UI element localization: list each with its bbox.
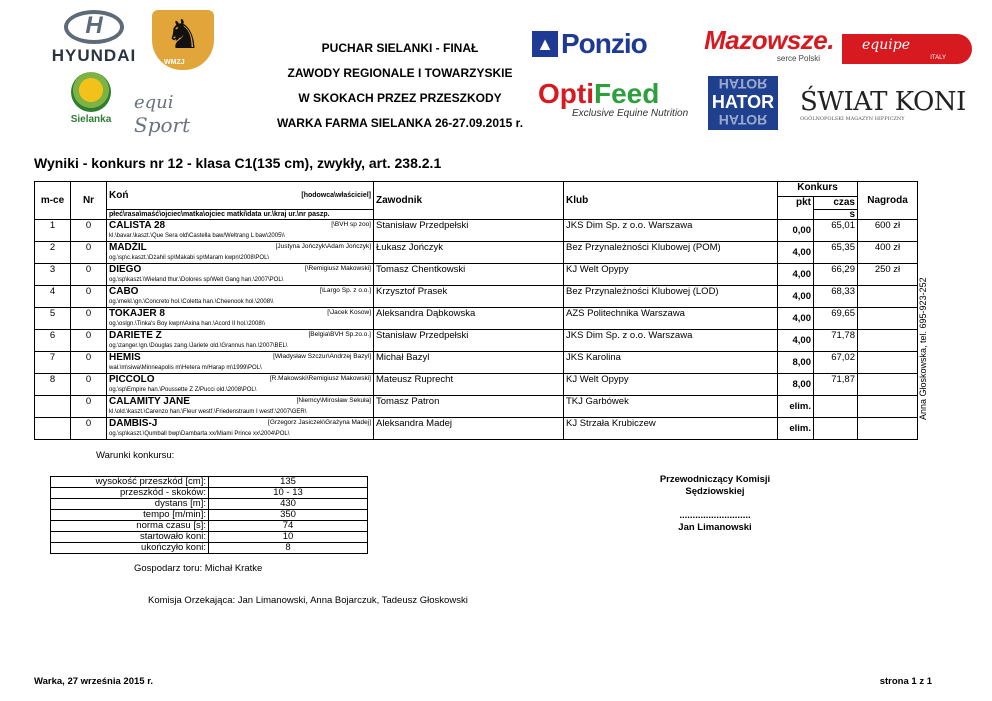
- table-row: [35, 374, 918, 396]
- table-row: [35, 308, 918, 330]
- cell-prize: [858, 418, 918, 440]
- results-heading: Wyniki - konkurs nr 12 - klasa C1(135 cm), zwykły, art. 238.2.1: [34, 155, 442, 171]
- cell-club: JKS Karolina: [564, 352, 778, 374]
- event-title-line-1: PUCHAR SIELANKI - FINAŁ: [321, 41, 479, 55]
- col-header-club: Klub: [564, 182, 778, 220]
- cell-number: 0: [71, 264, 107, 286]
- cell-rider: Stanisław Przedpełski: [374, 330, 564, 352]
- horse-owner: [Niemcy\Mirosław Sekuła]: [296, 397, 371, 404]
- table-row: [35, 352, 918, 374]
- wmzj-label: WMZJ: [164, 59, 185, 66]
- event-title-block: [250, 40, 550, 140]
- cell-place: [35, 396, 71, 418]
- conditions-table: [50, 476, 368, 554]
- cell-number: 0: [71, 418, 107, 440]
- col-header-mce: m-ce: [35, 182, 71, 220]
- condition-value: 430: [209, 499, 368, 510]
- condition-row: [51, 521, 368, 532]
- mazowsze-logo: [674, 26, 834, 66]
- cell-rider: Aleksandra Dąbkowska: [374, 308, 564, 330]
- equipe-logo: [842, 34, 972, 64]
- cell-number: 0: [71, 330, 107, 352]
- footer-date: Warka, 27 września 2015 r.: [34, 676, 154, 687]
- cell-prize: [858, 330, 918, 352]
- col-header-rider: Zawodnik: [374, 182, 564, 220]
- cell-club: KJ Welt Opypy: [564, 374, 778, 396]
- jury-chair-title-1: Przewodniczący Komisji: [659, 474, 771, 485]
- horse-name: CABO: [109, 286, 139, 297]
- page-number: strona 1 z 1: [879, 676, 932, 687]
- condition-row: [51, 510, 368, 521]
- table-row: [35, 396, 918, 418]
- cell-prize: [858, 374, 918, 396]
- table-row: [35, 264, 918, 286]
- cell-horse: [107, 242, 374, 264]
- sielanka-wordmark: Sielanka: [70, 114, 112, 125]
- cell-number: 0: [71, 396, 107, 418]
- cell-prize: [858, 308, 918, 330]
- cell-rider: Michał Bazyl: [374, 352, 564, 374]
- cell-number: 0: [71, 308, 107, 330]
- condition-value: 10: [209, 532, 368, 543]
- horse-detail: og.\sp\kaszt.\Qumball bwp\Dambarta xx/Miami Prince xx\2004\POL\: [109, 431, 290, 437]
- jury-chair-name: Jan Limanowski: [678, 522, 752, 533]
- horse-owner: [\Remigiusz Makowski]: [304, 265, 371, 272]
- cell-time: 65,35: [814, 242, 858, 264]
- condition-key: ukończyło koni:: [51, 543, 209, 554]
- cell-club: JKS Dim Sp. z o.o. Warszawa: [564, 330, 778, 352]
- cell-horse: [107, 308, 374, 330]
- cell-club: Bez Przynależności Klubowej (POM): [564, 242, 778, 264]
- cell-place: 3: [35, 264, 71, 286]
- horse-detail: kl.\old.\kaszt.\Carenzo han.\Fleur westf.\Friedenstraum I westf.\2007\GER\: [109, 409, 307, 415]
- cell-rider: Stanisław Przedpełski: [374, 220, 564, 242]
- condition-row: [51, 532, 368, 543]
- condition-value: 350: [209, 510, 368, 521]
- hyundai-emblem-icon: [64, 10, 124, 44]
- cell-prize: [858, 396, 918, 418]
- horse-owner: [\Largo Sp. z o.o.]: [319, 287, 371, 294]
- cell-place: 1: [35, 220, 71, 242]
- horse-name: DAMBIS-J: [109, 418, 158, 429]
- condition-key: wysokość przeszkód [cm]:: [51, 477, 209, 488]
- col-header-owner: [hodowca\właściciel]: [273, 182, 374, 210]
- col-header-pkt: pkt: [778, 197, 814, 220]
- col-header-horse: Koń: [107, 182, 273, 210]
- horse-owner: [Justyna Jończyk\Adam Jończyk]: [275, 243, 371, 250]
- horse-detail: og.\sp\c.kaszt.\Dżahil sp\Makabi sp\Maram kwpn\2008\POL\: [109, 255, 270, 261]
- cell-number: 0: [71, 286, 107, 308]
- cell-place: 2: [35, 242, 71, 264]
- signature-dots: ...........................: [679, 510, 751, 521]
- cell-club: AZS Politechnika Warszawa: [564, 308, 778, 330]
- mazowsze-wordmark: Mazowsze.: [704, 25, 834, 55]
- condition-key: startowało koni:: [51, 532, 209, 543]
- cell-club: KJ Welt Opypy: [564, 264, 778, 286]
- cell-time: [814, 418, 858, 440]
- cell-rider: Tomasz Chentkowski: [374, 264, 564, 286]
- condition-row: [51, 477, 368, 488]
- cell-points: 8,00: [778, 374, 814, 396]
- cell-rider: Łukasz Jończyk: [374, 242, 564, 264]
- cell-club: Bez Przynależności Klubowej (LOD): [564, 286, 778, 308]
- horse-owner: [Grzegorz Jasiczek\Grażyna Madej]: [268, 419, 371, 426]
- optifeed-tagline: Exclusive Equine Nutrition: [572, 108, 689, 119]
- cell-number: 0: [71, 352, 107, 374]
- contact-note: Anna Głoskowska, tel. 695-923-252: [918, 277, 928, 420]
- cell-time: 69,65: [814, 308, 858, 330]
- optifeed-word-1: Opti: [538, 78, 594, 109]
- cell-horse: [107, 352, 374, 374]
- cell-points: 4,00: [778, 330, 814, 352]
- cell-horse: [107, 264, 374, 286]
- equisport-word-1: equi: [134, 92, 174, 113]
- cell-time: [814, 396, 858, 418]
- horse-name: TOKAJER 8: [109, 308, 165, 319]
- cell-points: elim.: [778, 418, 814, 440]
- col-header-czas: czas: [814, 197, 858, 210]
- horse-name: DARIETE Z: [109, 330, 162, 341]
- ponzio-mark-icon: ▲: [532, 31, 558, 57]
- equipe-wordmark: equipe: [862, 37, 910, 53]
- equisport-word-2: Sport: [134, 113, 191, 137]
- cell-number: 0: [71, 220, 107, 242]
- course-designer: Gospodarz toru: Michał Kratke: [134, 563, 263, 574]
- hator-reflection-top: HATOR: [718, 76, 768, 92]
- horse-detail: og.\mekl.\gn.\Concreto hol.\Coletta han.\Cheenook hol.\2008\\: [109, 299, 274, 305]
- cell-points: 4,00: [778, 286, 814, 308]
- cell-time: 71,78: [814, 330, 858, 352]
- horse-detail: wał.\m\siwa\Minneapolis m\Hetera m/Harap m\1999\POL\: [109, 365, 262, 371]
- col-header-prize: Nagroda: [858, 182, 918, 220]
- condition-row: [51, 499, 368, 510]
- cell-club: TKJ Garbówek: [564, 396, 778, 418]
- cell-number: 0: [71, 242, 107, 264]
- cell-time: 71,87: [814, 374, 858, 396]
- event-title-line-2: ZAWODY REGIONALE I TOWARZYSKIE: [287, 66, 513, 80]
- condition-value: 8: [209, 543, 368, 554]
- condition-row: [51, 543, 368, 554]
- ponzio-wordmark: Ponzio: [561, 28, 647, 59]
- cell-points: 4,00: [778, 264, 814, 286]
- cell-horse: [107, 418, 374, 440]
- optifeed-logo: [538, 80, 694, 124]
- horse-detail: kl.\bavar.\kaszt.\Que Sera old\Castella baw/Weltrang L baw\2005\\: [109, 233, 285, 239]
- horse-owner: [Władysław Szczur\Andrzej Bazyl]: [273, 353, 371, 360]
- cell-club: KJ Strzała Krubiczew: [564, 418, 778, 440]
- horse-detail: og.\sp\kaszt.\Wieland thur.\Dolores sp/Welt Gang han.\2007\POL\: [109, 277, 284, 283]
- horse-name: MADŻIL: [109, 242, 147, 253]
- optifeed-word-2: Feed: [594, 78, 660, 109]
- col-header-konkurs: Konkurs: [778, 182, 858, 197]
- hyundai-logo: [48, 10, 140, 68]
- table-row: [35, 286, 918, 308]
- cell-prize: [858, 352, 918, 374]
- event-title-line-3: W SKOKACH PRZEZ PRZESZKODY: [298, 91, 502, 105]
- cell-time: 66,29: [814, 264, 858, 286]
- cell-place: 7: [35, 352, 71, 374]
- cell-horse: [107, 330, 374, 352]
- cell-place: [35, 418, 71, 440]
- cell-horse: [107, 220, 374, 242]
- horse-detail: og.\oslgn.\Tinka's Boy kwpn\Axina han.\Acord II hol.\2008\\: [109, 321, 266, 327]
- horse-owner: [\Jacek Kosow]: [327, 309, 371, 316]
- cell-points: 4,00: [778, 308, 814, 330]
- cell-number: 0: [71, 374, 107, 396]
- wmzj-logo: [152, 10, 216, 72]
- cell-place: 8: [35, 374, 71, 396]
- cell-rider: Aleksandra Madej: [374, 418, 564, 440]
- jury-chair-block: [640, 474, 790, 534]
- cell-place: 5: [35, 308, 71, 330]
- results-table: [34, 181, 918, 440]
- mazowsze-tagline: serce Polski: [776, 54, 820, 63]
- cell-prize: 250 zł: [858, 264, 918, 286]
- jury-chair-title-2: Sędziowskiej: [685, 486, 745, 497]
- table-row: [35, 220, 918, 242]
- hyundai-wordmark: HYUNDAI: [51, 46, 137, 65]
- table-row: [35, 330, 918, 352]
- col-header-czas-unit: s: [814, 210, 858, 220]
- cell-rider: Krzysztof Prasek: [374, 286, 564, 308]
- cell-rider: Mateusz Ruprecht: [374, 374, 564, 396]
- jury-members: Komisja Orzekająca: Jan Limanowski, Anna Bojarczuk, Tadeusz Głoskowski: [148, 595, 468, 606]
- hator-reflection-bottom: HATOR: [718, 112, 768, 128]
- header-row: [35, 182, 918, 197]
- equisport-logo: [134, 92, 234, 137]
- cell-time: 65,01: [814, 220, 858, 242]
- hator-wordmark: HATOR: [711, 92, 775, 112]
- cell-points: elim.: [778, 396, 814, 418]
- swiatkoni-tagline: OGÓLNOPOLSKI MAGAZYN HIPPICZNY: [800, 116, 905, 122]
- sun-icon: [71, 72, 111, 112]
- cell-time: 68,33: [814, 286, 858, 308]
- cell-horse: [107, 374, 374, 396]
- horse-detail: og.\zanger.\gn.\Douglas zang.\Jariete old.\Grannus han.\2007\BEL\: [109, 343, 288, 349]
- col-header-horse-detail: płeć\rasa\maść\ojciec\matka\ojciec matki\data ur.\kraj ur.\nr paszp.: [107, 210, 374, 220]
- cell-rider: Tomasz Patron: [374, 396, 564, 418]
- horse-detail: og.\sp\Empire han.\Poussette Z Z/Pucci old.\2008\POL\: [109, 387, 257, 393]
- equipe-country: ITALY: [930, 55, 946, 61]
- condition-value: 135: [209, 477, 368, 488]
- horse-owner: [\BVH sp zoo]: [331, 221, 371, 228]
- cell-time: 67,02: [814, 352, 858, 374]
- horse-name: CALISTA 28: [109, 220, 166, 231]
- condition-key: norma czasu [s]:: [51, 521, 209, 532]
- condition-key: tempo [m/min]:: [51, 510, 209, 521]
- horse-name: PICCOLO: [109, 374, 155, 385]
- condition-key: przeszkód - skoków:: [51, 488, 209, 499]
- ponzio-logo: [532, 28, 668, 60]
- cell-prize: 400 zł: [858, 242, 918, 264]
- condition-row: [51, 488, 368, 499]
- cell-horse: [107, 396, 374, 418]
- hator-logo: [708, 76, 778, 130]
- horse-owner: [Belgia\BVH Sp.zo.o.]: [308, 331, 371, 338]
- condition-key: dystans [m]:: [51, 499, 209, 510]
- cell-prize: [858, 286, 918, 308]
- cell-points: 4,00: [778, 242, 814, 264]
- cell-points: 8,00: [778, 352, 814, 374]
- swiatkoni-wordmark: ŚWIAT KONI: [800, 87, 966, 117]
- event-title-line-4: WARKA FARMA SIELANKA 26-27.09.2015 r.: [276, 116, 524, 130]
- swiatkoni-logo: [800, 88, 972, 122]
- cell-points: 0,00: [778, 220, 814, 242]
- cell-horse: [107, 286, 374, 308]
- col-header-nr: Nr: [71, 182, 107, 220]
- horse-name: DIEGO: [109, 264, 142, 275]
- horse-owner: [R.Makowski\Remigiusz Makowski]: [269, 375, 371, 382]
- table-row: [35, 242, 918, 264]
- cell-prize: 600 zł: [858, 220, 918, 242]
- condition-value: 74: [209, 521, 368, 532]
- horse-name: HEMIS: [109, 352, 141, 363]
- sielanka-logo: [64, 72, 118, 130]
- cell-club: JKS Dim Sp. z o.o. Warszawa: [564, 220, 778, 242]
- horse-name: CALAMITY JANE: [109, 396, 190, 407]
- cell-place: 4: [35, 286, 71, 308]
- condition-value: 10 - 13: [209, 488, 368, 499]
- cell-place: 6: [35, 330, 71, 352]
- conditions-label: Warunki konkursu:: [96, 450, 175, 461]
- table-row: [35, 418, 918, 440]
